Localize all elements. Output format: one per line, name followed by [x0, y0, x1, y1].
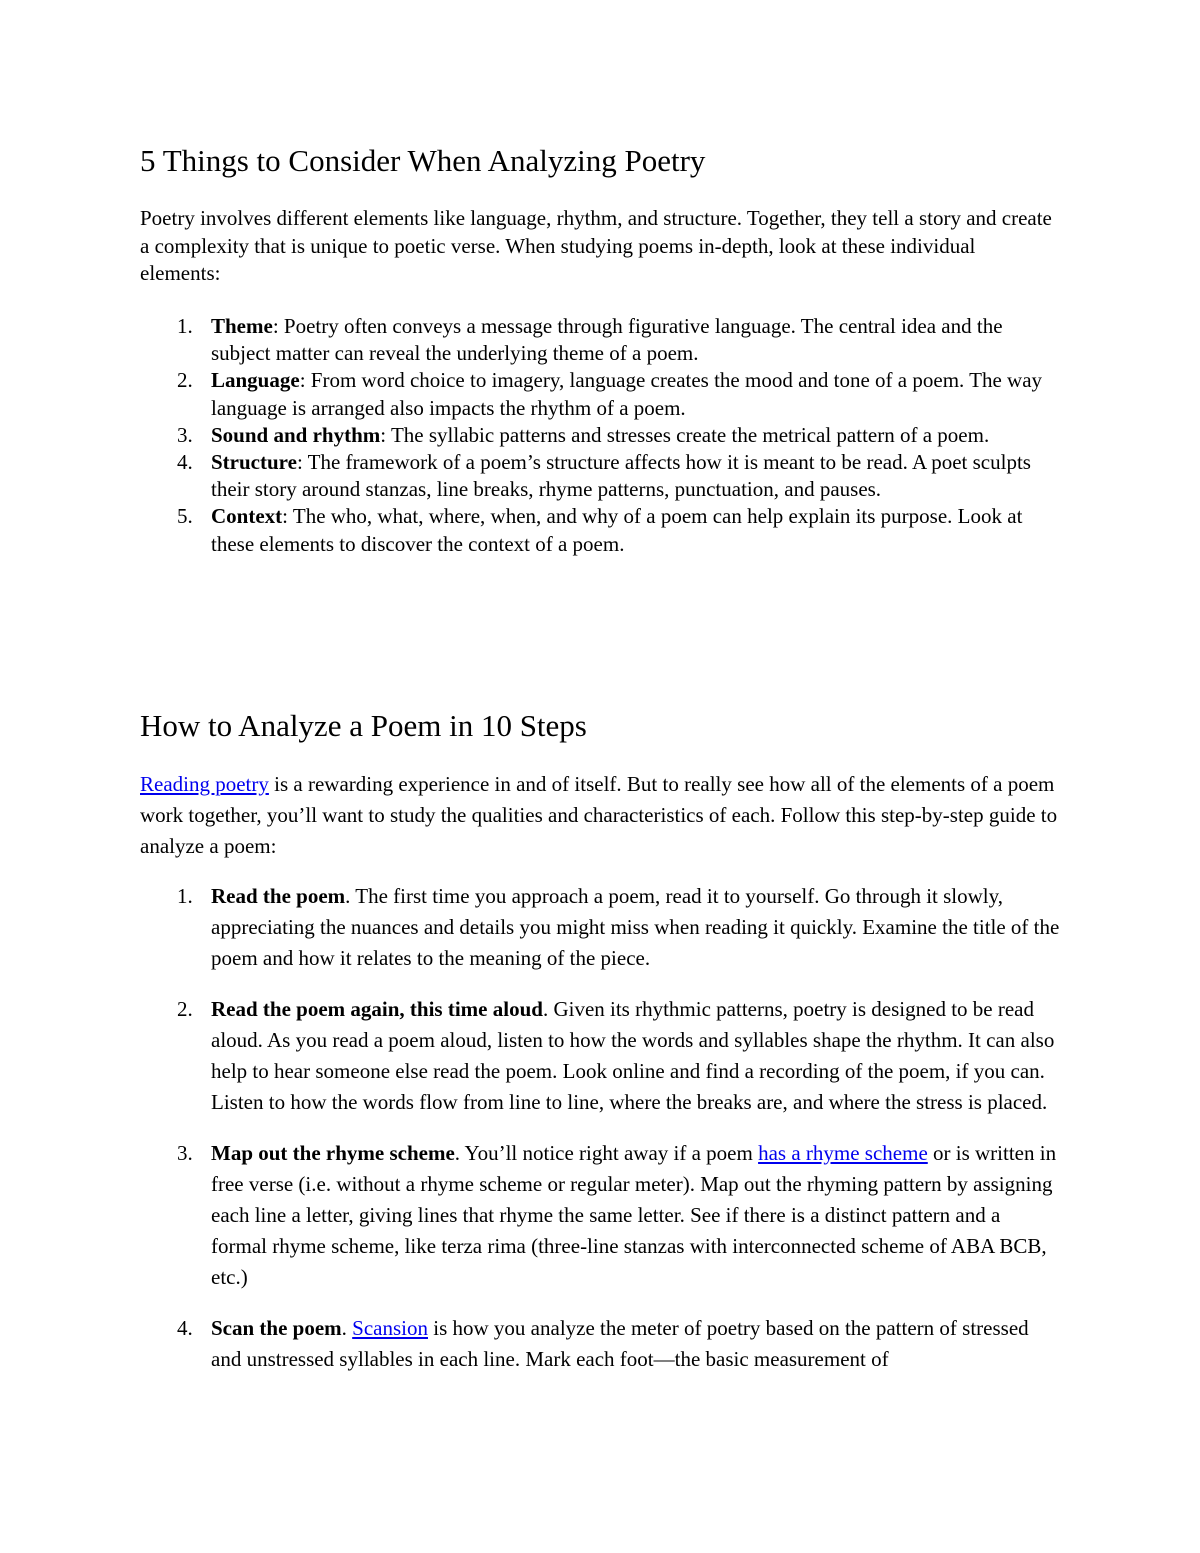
list-item-text: : From word choice to imagery, language creates the mood and tone of a poem. The way language is arranged also impacts the rhythm of a poem. — [211, 368, 1043, 420]
step-number: 3. — [177, 1141, 193, 1165]
list-number: 4. — [177, 450, 193, 475]
list-number: 2. — [177, 368, 193, 393]
reading-poetry-link[interactable]: Reading poetry — [140, 772, 269, 796]
section-title-how-to-analyze: How to Analyze a Poem in 10 Steps — [140, 708, 587, 743]
step-item — [140, 1138, 1060, 1293]
step-text: . The first time you approach a poem, read it to yourself. Go through it slowly, appreciating the nuances and details you might miss when reading it quickly. Examine the title of the poem and how it relates to the meaning of the piece. — [211, 884, 1060, 970]
step-text-after: is how you analyze the meter of poetry based on the pattern of stressed and unstressed syllables in each line. Mark each foot—the basic measurement of — [211, 1316, 1029, 1371]
step-term: Map out the rhyme scheme — [211, 1141, 455, 1165]
steps-list — [140, 881, 1060, 1375]
step-term: Read the poem — [211, 884, 346, 908]
step-number: 4. — [177, 1316, 193, 1340]
rhyme-scheme-link[interactable]: has a rhyme scheme — [758, 1141, 928, 1165]
section1-intro-paragraph: Poetry involves different elements like language, rhythm, and structure. Together, they tell a story and create a complexity that is unique to poetic verse. When studying poems in-depth, look at these individual elements: — [140, 206, 1052, 285]
section-title-things-to-consider: 5 Things to Consider When Analyzing Poetry — [140, 143, 706, 178]
step-text: . Given its rhythmic patterns, poetry is designed to be read aloud. As you read a poem aloud, listen to how the words and syllables shape the rhythm. It can also help to hear someone else read the poem. Look online and find a recording of the poem, if you can. Listen to how the words flow from line to line, where the breaks are, and where the stress is placed. — [211, 997, 1055, 1114]
step-number: 1. — [177, 884, 193, 908]
scansion-link[interactable]: Scansion — [352, 1316, 428, 1340]
list-item — [140, 313, 1060, 367]
list-number: 1. — [177, 314, 193, 338]
list-number: 5. — [177, 504, 193, 529]
list-item-text: : The syllabic patterns and stresses create the metrical pattern of a poem. — [380, 422, 990, 447]
list-item — [140, 367, 1060, 421]
step-item — [140, 881, 1060, 974]
list-item-text: : Poetry often conveys a message through figurative language. The central idea and the subject matter can reveal the underlying theme of a poem. — [211, 314, 1003, 366]
step-term: Scan the poem — [211, 1316, 342, 1340]
step-item — [140, 1313, 1060, 1375]
step-term: Read the poem again, this time aloud — [211, 997, 543, 1021]
step-text-after: or is written in free verse (i.e. without a rhyme scheme or regular meter). Map out the rhyming pattern by assigning each line a letter, giving lines that rhyme the same letter. See if there is a distinct pattern and a formal rhyme scheme, like terza rima (three-line stanzas with interconnected scheme of ABA BCB, etc.) — [211, 1141, 1057, 1289]
elements-list — [140, 313, 1060, 558]
section2-intro-paragraph — [140, 769, 1060, 862]
list-item-term: Context — [211, 504, 283, 529]
list-item — [140, 449, 1060, 503]
list-item-term: Structure — [211, 450, 297, 475]
list-item — [140, 422, 1060, 449]
list-item-term: Sound and rhythm — [211, 422, 381, 447]
list-item-text: : The framework of a poem’s structure affects how it is meant to be read. A poet sculpts their story around stanzas, line breaks, rhyme patterns, punctuation, and pauses. — [211, 450, 1031, 502]
list-item-term: Language — [211, 368, 300, 393]
list-item — [140, 503, 1060, 557]
list-item-text: : The who, what, where, when, and why of a poem can help explain its purpose. Look at these elements to discover the context of a poem. — [211, 504, 1023, 556]
list-number: 3. — [177, 422, 193, 447]
step-text-before: . — [341, 1316, 353, 1340]
list-item-term: Theme — [211, 314, 273, 338]
step-number: 2. — [177, 997, 193, 1021]
step-text-before: . You’ll notice right away if a poem — [454, 1141, 759, 1165]
step-item — [140, 994, 1060, 1118]
section2-intro-text: is a rewarding experience in and of itself. But to really see how all of the elements of a poem work together, you’ll want to study the qualities and characteristics of each. Follow this step-by-step guide to analyze a poem: — [140, 772, 1058, 858]
